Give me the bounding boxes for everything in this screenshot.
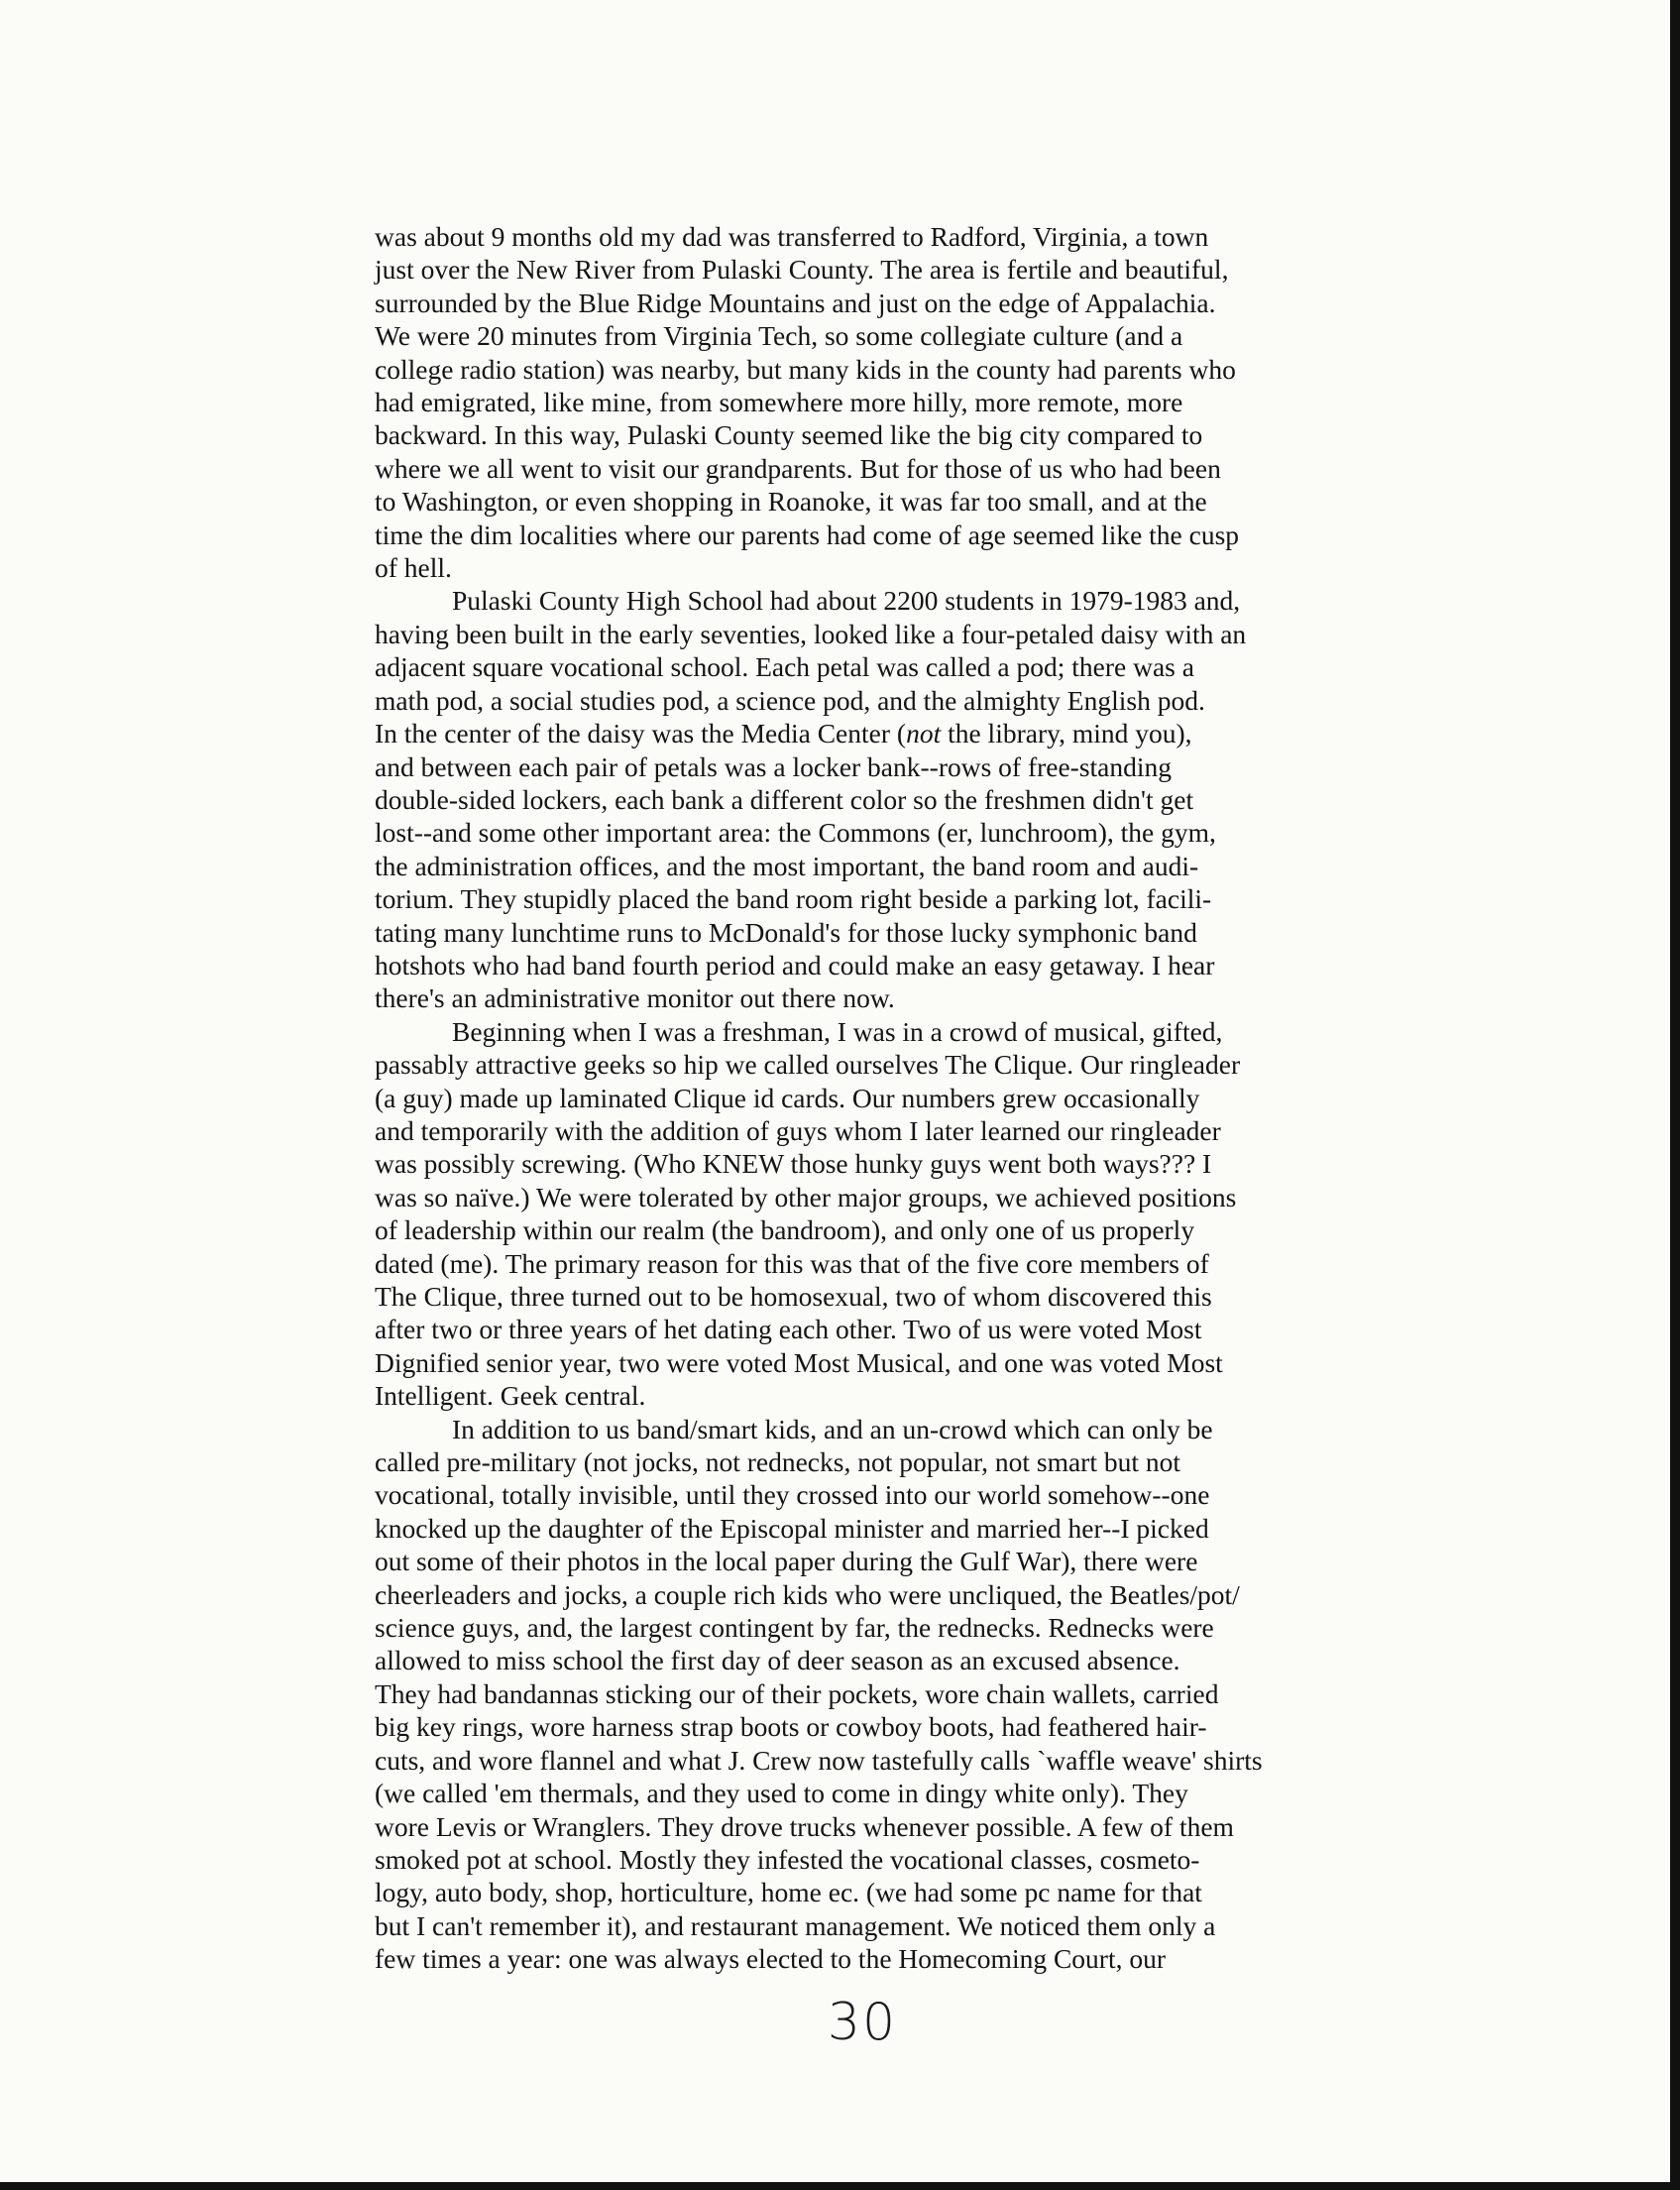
paragraph bbox=[375, 220, 1447, 584]
text-line: surrounded by the Blue Ridge Mountains and just on the edge of Appalachia. bbox=[375, 287, 1216, 318]
text-line: science guys, and, the largest contingent by far, the rednecks. Rednecks were bbox=[375, 1612, 1214, 1644]
text-line: having been built in the early seventies, looked like a four-petaled daisy with an bbox=[375, 618, 1247, 649]
text-line: cheerleaders and jocks, a couple rich kids who were uncliqued, the Beatles/pot/ bbox=[375, 1578, 1240, 1610]
text-line: to Washington, or even shopping in Roanoke, it was far too small, and at the bbox=[375, 486, 1207, 518]
emphasis: not bbox=[906, 718, 942, 749]
text-line: Dignified senior year, two were voted Most Musical, and one was voted Most bbox=[375, 1346, 1223, 1378]
text-line: out some of their photos in the local paper during the Gulf War), there were bbox=[375, 1546, 1198, 1577]
text-line: college radio station) was nearby, but many kids in the county had parents who bbox=[375, 353, 1236, 385]
text-line: smoked pot at school. Mostly they infested the vocational classes, cosmeto- bbox=[375, 1843, 1200, 1875]
text-line: and between each pair of petals was a locker bank--rows of free-standing bbox=[375, 750, 1173, 782]
text-line: adjacent square vocational school. Each petal was called a pod; there was a bbox=[375, 651, 1194, 683]
text-line: big key rings, wore harness strap boots or cowboy boots, had feathered hair- bbox=[375, 1711, 1207, 1743]
text-line: Beginning when I was a freshman, I was in a crowd of musical, gifted, bbox=[452, 1015, 1223, 1047]
text-line: We were 20 minutes from Virginia Tech, so some collegiate culture (and a bbox=[375, 320, 1183, 352]
text-line: lost--and some other important area: the Commons (er, lunchroom), the gym, bbox=[375, 817, 1216, 849]
text-line: dated (me). The primary reason for this was that of the five core members of bbox=[375, 1247, 1209, 1279]
text-line: tating many lunchtime runs to McDonald's for those lucky symphonic band bbox=[375, 916, 1197, 948]
text-line: torium. They stupidly placed the band room right beside a parking lot, facili- bbox=[375, 883, 1212, 915]
text-line: In addition to us band/smart kids, and an un-crowd which can only be bbox=[452, 1413, 1213, 1444]
text-line: wore Levis or Wranglers. They drove trucks whenever possible. A few of them bbox=[375, 1810, 1234, 1842]
text-line: math pod, a social studies pod, a science pod, and the almighty English pod. bbox=[375, 684, 1205, 716]
text-line: vocational, totally invisible, until they crossed into our world somehow--one bbox=[375, 1479, 1210, 1511]
text-line: had emigrated, like mine, from somewhere more hilly, more remote, more bbox=[375, 387, 1183, 418]
text-line: called pre-military (not jocks, not rednecks, not popular, not smart but not bbox=[375, 1446, 1181, 1478]
text-line: of hell. bbox=[375, 552, 452, 584]
text-line: In the center of the daisy was the Media Center (not the library, mind you), bbox=[375, 718, 1192, 749]
paragraph bbox=[375, 584, 1447, 1014]
text-line: and temporarily with the addition of guys whom I later learned our ringleader bbox=[375, 1114, 1221, 1146]
text-line: Pulaski County High School had about 2200 students in 1979-1983 and, bbox=[452, 585, 1241, 617]
text-line: where we all went to visit our grandparents. But for those of us who had been bbox=[375, 452, 1221, 484]
text-line: few times a year: one was always elected to the Homecoming Court, our bbox=[375, 1943, 1167, 1975]
text-line: backward. In this way, Pulaski County seemed like the big city compared to bbox=[375, 419, 1203, 451]
text-line: allowed to miss school the first day of deer season as an excused absence. bbox=[375, 1645, 1180, 1676]
text-line: cuts, and wore flannel and what J. Crew now tastefully calls `waffle weave' shirts bbox=[375, 1744, 1263, 1776]
text-line: there's an administrative monitor out there now. bbox=[375, 982, 895, 1014]
text-line: the administration offices, and the most important, the band room and audi- bbox=[375, 850, 1199, 881]
text-line: knocked up the daughter of the Episcopal minister and married her--I picked bbox=[375, 1512, 1209, 1544]
scan-border-bottom bbox=[0, 2182, 1680, 2190]
page-number: 30 bbox=[827, 1993, 898, 2052]
text-line: (we called 'em thermals, and they used to come in dingy white only). They bbox=[375, 1778, 1188, 1809]
text-line: was so naïve.) We were tolerated by other major groups, we achieved positions bbox=[375, 1181, 1237, 1212]
text-line: was about 9 months old my dad was transferred to Radford, Virginia, a town bbox=[375, 221, 1209, 252]
text-line: double-sided lockers, each bank a different color so the freshmen didn't get bbox=[375, 783, 1194, 815]
text-line: Intelligent. Geek central. bbox=[375, 1380, 646, 1412]
scan-border-right bbox=[1670, 0, 1680, 2190]
text-line: time the dim localities where our parents had come of age seemed like the cusp bbox=[375, 519, 1240, 550]
text-line: of leadership within our realm (the bandroom), and only one of us properly bbox=[375, 1214, 1195, 1246]
text-line: passably attractive geeks so hip we called ourselves The Clique. Our ringleader bbox=[375, 1049, 1241, 1081]
text-line: just over the New River from Pulaski County. The area is fertile and beautiful, bbox=[375, 254, 1229, 286]
paragraph bbox=[375, 1413, 1447, 1976]
text-line: (a guy) made up laminated Clique id cards. Our numbers grew occasionally bbox=[375, 1082, 1200, 1113]
text-line: The Clique, three turned out to be homosexual, two of whom discovered this bbox=[375, 1281, 1212, 1312]
body-text bbox=[375, 220, 1447, 1976]
text-line: but I can't remember it), and restaurant management. We noticed them only a bbox=[375, 1909, 1216, 1941]
text-line: They had bandannas sticking our of their pockets, wore chain wallets, carried bbox=[375, 1677, 1219, 1709]
text-line: after two or three years of het dating each other. Two of us were voted Most bbox=[375, 1314, 1202, 1345]
text-line: was possibly screwing. (Who KNEW those hunky guys went both ways??? I bbox=[375, 1148, 1212, 1180]
text-line: logy, auto body, shop, horticulture, home ec. (we had some pc name for that bbox=[375, 1877, 1202, 1908]
paragraph bbox=[375, 1015, 1447, 1413]
text-line: hotshots who had band fourth period and could make an easy getaway. I hear bbox=[375, 949, 1215, 980]
